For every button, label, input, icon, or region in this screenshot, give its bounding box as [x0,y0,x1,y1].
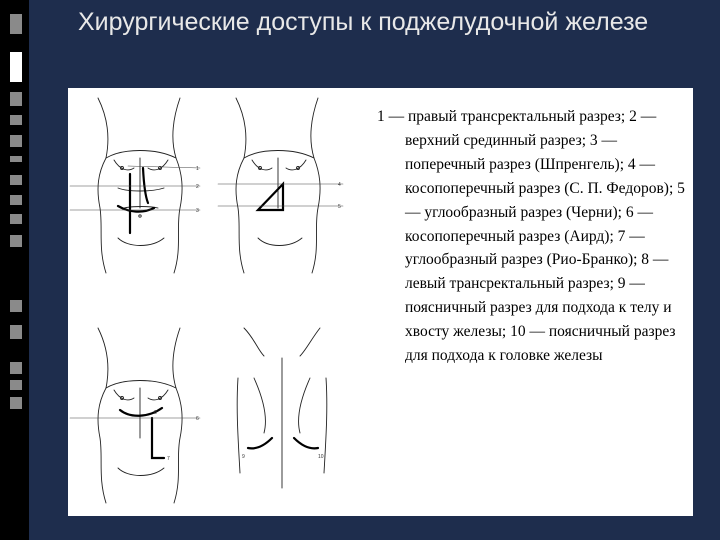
label-10: 10 [318,454,324,460]
torso-incisions-figure [68,88,351,516]
decor-bar [10,14,22,34]
torso-back [237,328,327,488]
decor-bar [10,156,22,162]
torso-drawings [68,88,351,516]
label-2: 2 [196,184,199,190]
label-9: 9 [242,454,245,460]
decor-bar [10,325,22,339]
decor-bar [10,397,22,409]
decor-bar [10,92,22,106]
label-8: 8 [154,410,157,416]
figure-caption: 1 — правый трансректальный разрез; 2 — верхний срединный разрез; 3 — поперечный разрез (Шпренгель); 4 — косопоперечный разрез (С. П. Федоров); 5 — углообразный разрез (Черни); 6 — косопоперечный разрез (Аирд); 7 — углообразный разрез (Рио-Бранко); 8 — левый трансректальный разрез; 9 — поясничный разрез для подхода к телу и хвосту железы; 10 — поясничный разрез для подхода к головке железы [377,108,685,365]
decor-bar [10,362,22,374]
torso-front-2 [236,98,320,273]
decor-bar [10,135,22,147]
label-3: 3 [196,208,199,214]
label-4: 4 [338,182,341,188]
left-strip [0,0,29,540]
decor-bar [10,175,22,185]
slide-title: Хирургические доступы к поджелудочной железе [78,8,649,36]
decor-bar [10,380,22,390]
label-1: 1 [196,166,199,172]
decor-bar [10,235,22,247]
label-7: 7 [167,456,170,462]
torso-front-1 [98,98,182,273]
decor-bar [10,52,22,82]
label-5: 5 [338,204,341,210]
decor-bar [10,115,22,125]
decor-bar [10,195,22,205]
label-6: 6 [196,416,199,422]
decor-bar [10,214,22,224]
decor-bar [10,300,22,312]
